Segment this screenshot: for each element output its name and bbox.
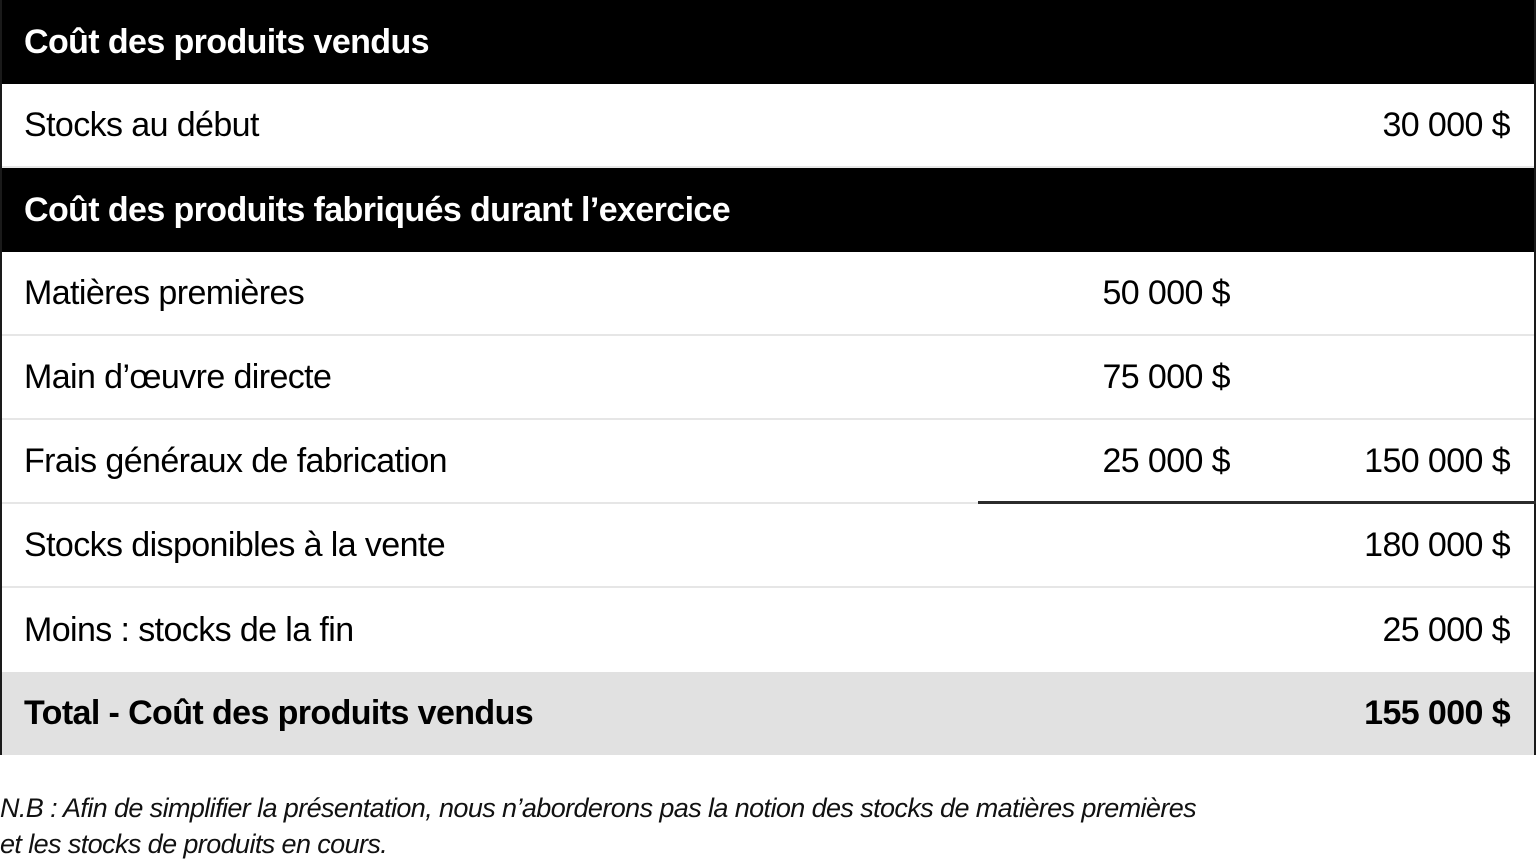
row-amount: 180 000 $ — [1364, 525, 1510, 564]
total-label: Total - Coût des produits vendus — [24, 694, 534, 732]
row-direct-labour — [2, 336, 1534, 420]
row-available-stock — [2, 504, 1534, 588]
section-header-cogs — [2, 0, 1534, 84]
section-title: Coût des produits vendus — [24, 22, 429, 61]
row-label: Stocks disponibles à la vente — [24, 525, 446, 564]
row-label: Frais généraux de fabrication — [24, 441, 447, 480]
row-amount: 50 000 $ — [1102, 273, 1230, 312]
row-total — [2, 672, 1534, 755]
row-label: Stocks au début — [24, 105, 259, 144]
row-manufacturing-overhead — [2, 420, 1534, 504]
row-closing-stock — [2, 588, 1534, 672]
section-header-manufactured — [2, 168, 1534, 252]
row-opening-stock — [2, 84, 1534, 168]
footnote — [0, 790, 1400, 862]
row-amount: 25 000 $ — [1102, 441, 1230, 480]
footnote-line-2: et les stocks de produits en cours. — [0, 829, 388, 859]
row-amount: 75 000 $ — [1102, 357, 1230, 396]
section-title: Coût des produits fabriqués durant l’exercice — [24, 190, 731, 229]
row-raw-materials — [2, 252, 1534, 336]
footnote-line-1: N.B : Afin de simplifier la présentation, nous n’aborderons pas la notion des stocks de matières premières — [0, 793, 1197, 823]
total-amount: 155 000 $ — [1364, 694, 1510, 732]
row-subtotal: 150 000 $ — [1364, 441, 1510, 480]
row-label: Matières premières — [24, 273, 305, 312]
row-amount: 25 000 $ — [1382, 610, 1510, 649]
row-amount: 30 000 $ — [1382, 105, 1510, 144]
row-label: Moins : stocks de la fin — [24, 610, 354, 649]
row-label: Main d’œuvre directe — [24, 357, 332, 396]
